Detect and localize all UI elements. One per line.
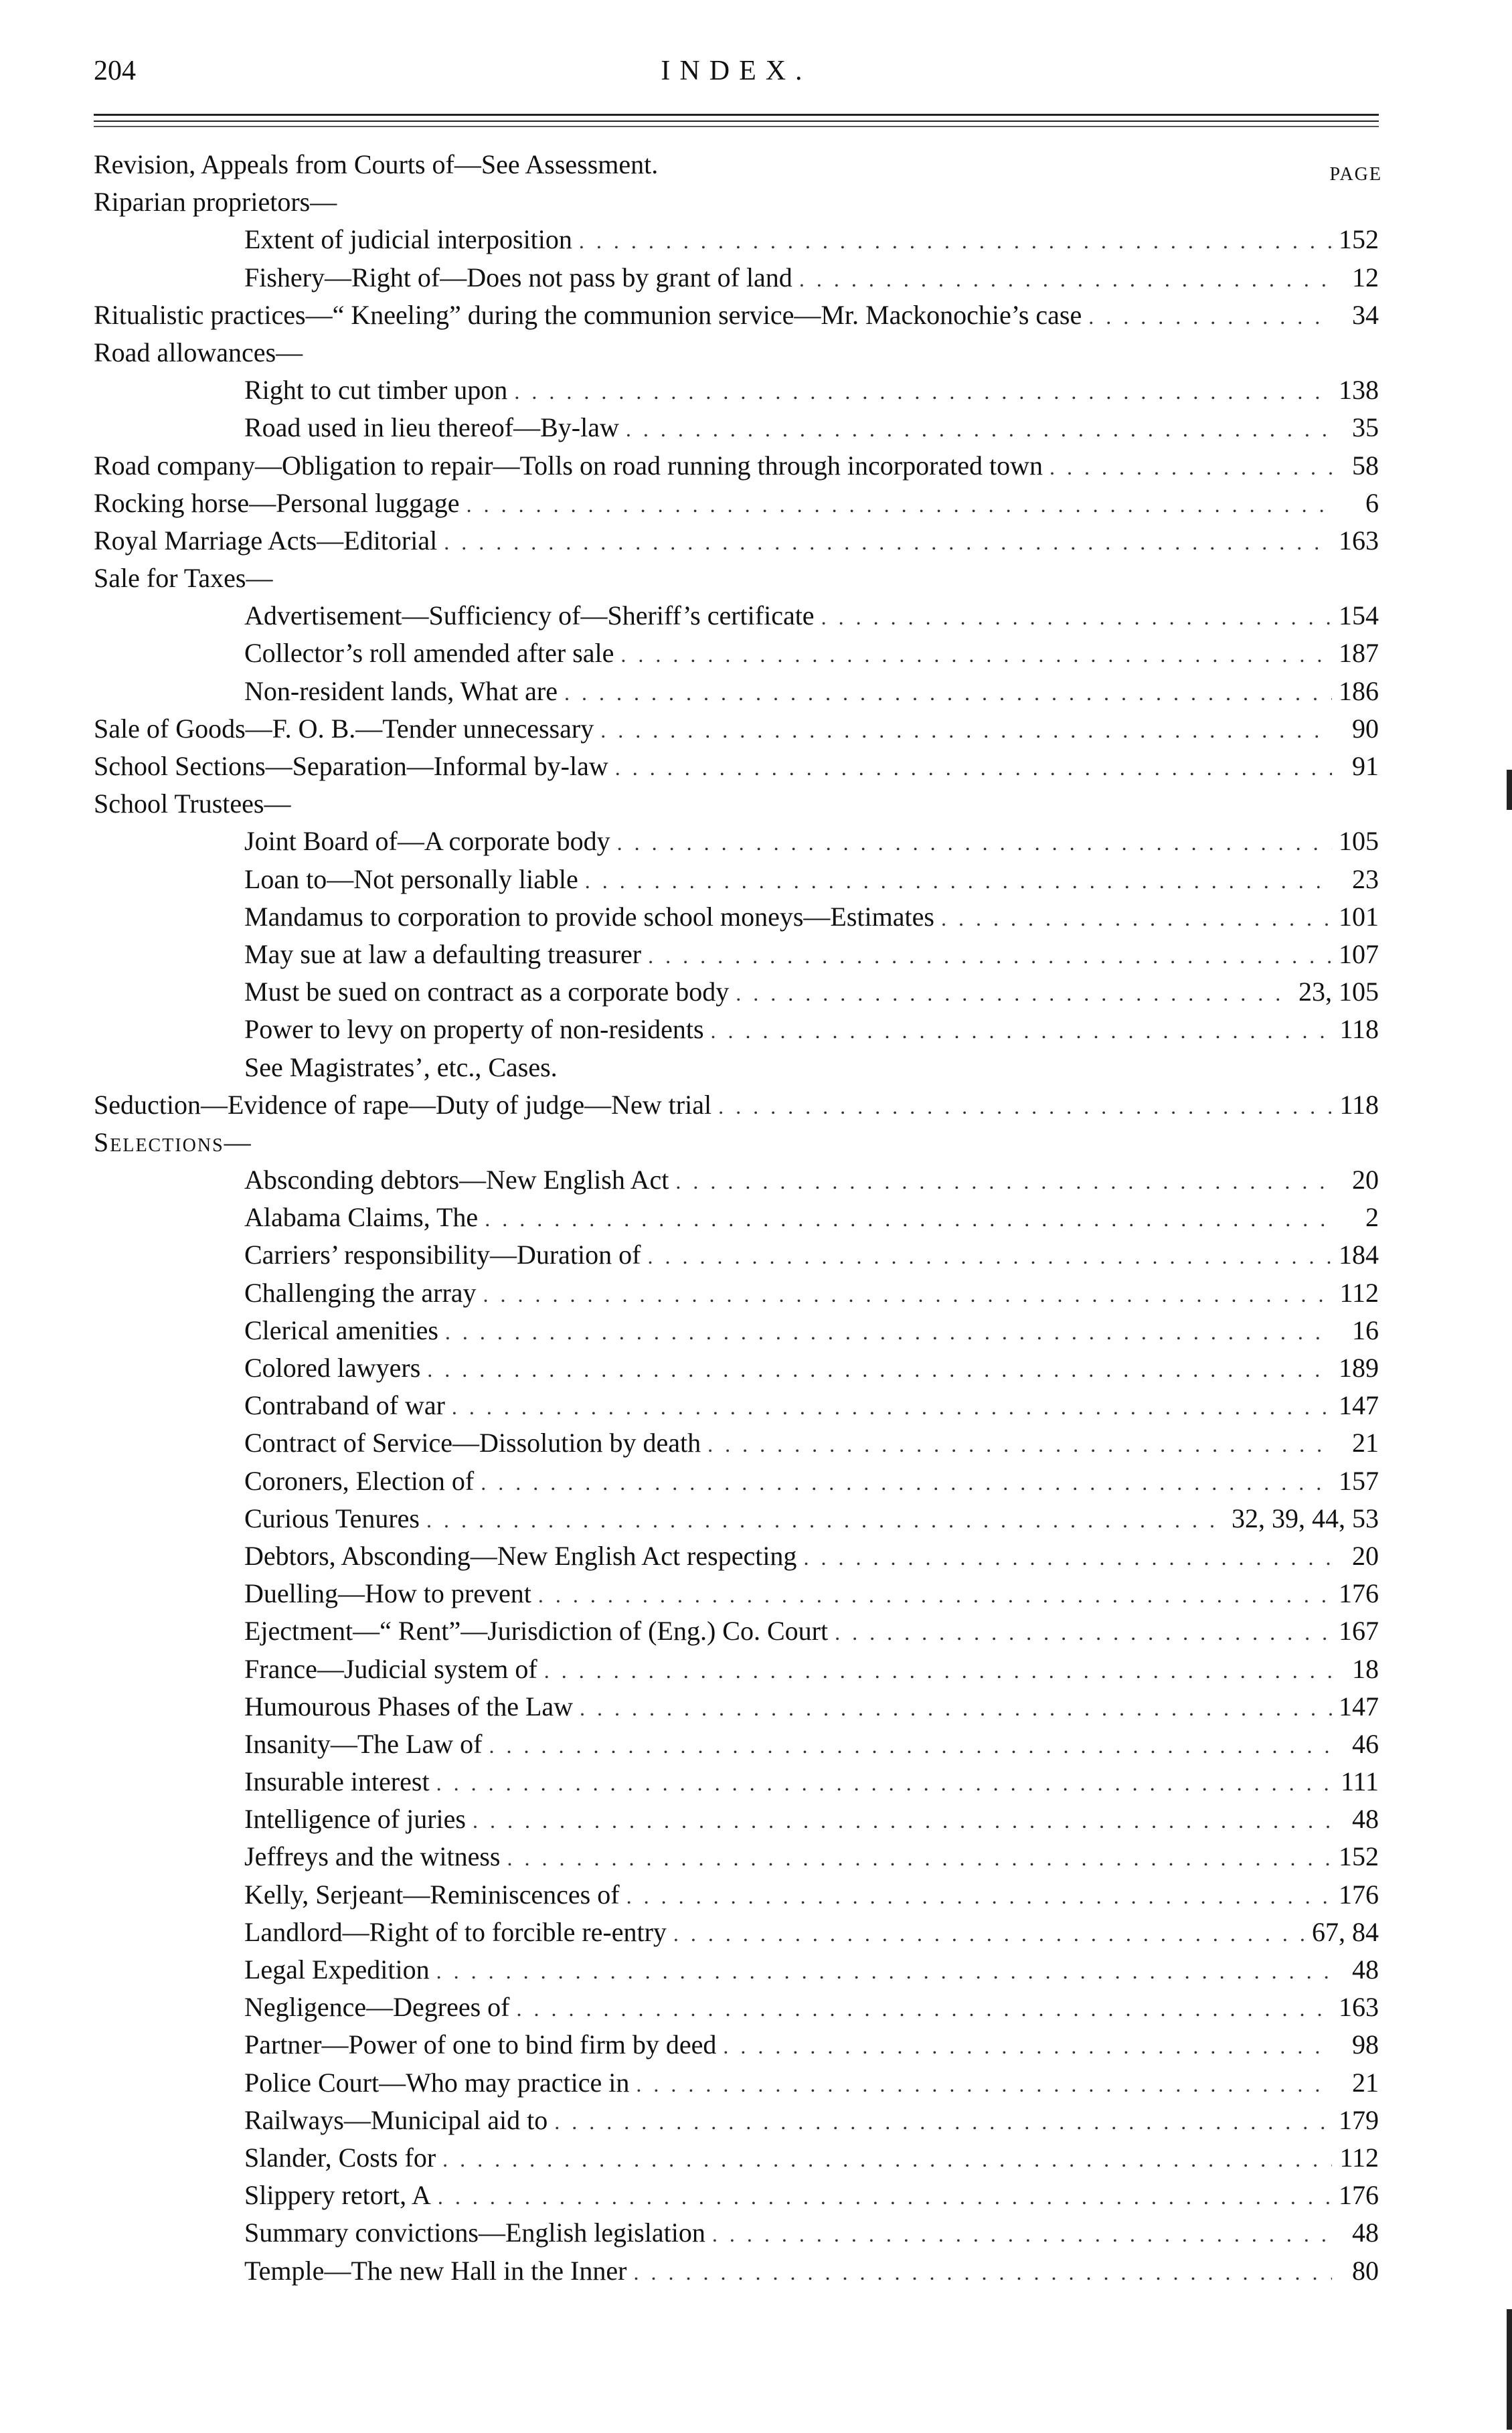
- index-entry: [94, 861, 1379, 898]
- entry-text: May sue at law a defaulting treasurer: [244, 938, 642, 969]
- dot-leader: [544, 1652, 1332, 1689]
- index-entry: [94, 522, 1379, 560]
- header-rule: [94, 114, 1379, 116]
- dot-leader: [580, 1689, 1332, 1727]
- entry-page: 138: [1339, 375, 1379, 406]
- entry-page: 18: [1352, 1653, 1379, 1684]
- entry-page: 91: [1352, 751, 1379, 781]
- entry-text: Debtors, Absconding—New English Act respecting: [244, 1540, 797, 1571]
- index-entry: [94, 371, 1379, 409]
- index-entry: [94, 1274, 1379, 1312]
- entry-page: 118: [1339, 1014, 1379, 1045]
- dot-leader: [489, 1727, 1332, 1764]
- entry-page: 152: [1339, 224, 1379, 255]
- entry-page: 154: [1339, 600, 1379, 631]
- index-entry: [94, 1575, 1379, 1612]
- index-entry: [94, 447, 1379, 485]
- entry-page: 187: [1339, 638, 1379, 669]
- entry-text: Power to levy on property of non-residents: [244, 1014, 704, 1045]
- index-entry: [94, 2214, 1379, 2252]
- scan-edge-mark: [1507, 2309, 1512, 2430]
- entry-page: 20: [1352, 1540, 1379, 1571]
- dot-leader: [723, 2027, 1332, 2065]
- index-entry: [94, 146, 1379, 183]
- entry-page: 46: [1352, 1728, 1379, 1759]
- entry-text: Collector’s roll amended after sale: [244, 638, 614, 669]
- index-entry: [94, 748, 1379, 785]
- index-entry: [94, 597, 1379, 635]
- entry-page: 58: [1352, 450, 1379, 481]
- entry-text: France—Judicial system of: [244, 1653, 537, 1684]
- index-entry: [94, 710, 1379, 748]
- entry-text: Challenging the array: [244, 1277, 477, 1308]
- entry-text: Road allowances—: [94, 337, 303, 367]
- dot-leader: [452, 1388, 1332, 1426]
- index-entry: [94, 1199, 1379, 1236]
- entry-page: 80: [1352, 2255, 1379, 2286]
- index-entry: [94, 1951, 1379, 1989]
- index-entry: [94, 785, 1379, 823]
- scan-edge-mark: [1507, 770, 1512, 810]
- dot-leader: [438, 2178, 1332, 2215]
- entry-text: Humourous Phases of the Law: [244, 1691, 574, 1722]
- dot-leader: [442, 2141, 1332, 2178]
- entry-text: School Sections—Separation—Informal by-law: [94, 751, 608, 781]
- index-entry: [94, 1236, 1379, 1274]
- index-entry: [94, 973, 1379, 1011]
- dot-leader: [564, 674, 1332, 711]
- index-entry: [94, 1086, 1379, 1124]
- index-entry: [94, 297, 1379, 334]
- index-entry: [94, 2139, 1379, 2177]
- entry-text: Kelly, Serjeant—Reminiscences of: [244, 1879, 620, 1910]
- dot-leader: [736, 975, 1292, 1012]
- running-title: INDEX.: [661, 56, 812, 86]
- index-entry: [94, 936, 1379, 973]
- entry-page: 23: [1352, 863, 1379, 894]
- dot-leader: [483, 1276, 1332, 1313]
- index-entry: [94, 259, 1379, 297]
- dot-leader: [1088, 298, 1332, 335]
- entry-text: Seduction—Evidence of rape—Duty of judge—New trial: [94, 1089, 712, 1120]
- entry-text: Must be sued on contract as a corporate body: [244, 977, 730, 1007]
- dot-leader: [436, 1952, 1332, 1990]
- dot-leader: [620, 636, 1332, 673]
- index-entry: [94, 1651, 1379, 1688]
- entry-text: Road company—Obligation to repair—Tolls on road running through incorporated town: [94, 450, 1043, 481]
- entry-page: 157: [1339, 1465, 1379, 1496]
- entry-text: School Trustees—: [94, 788, 291, 819]
- entry-text: Coroners, Election of: [244, 1465, 475, 1496]
- entry-page: 176: [1339, 2180, 1379, 2211]
- index-entry: [94, 2252, 1379, 2290]
- entry-page: 98: [1352, 2029, 1379, 2060]
- entry-text: Contraband of war: [244, 1390, 445, 1421]
- dot-leader: [600, 711, 1332, 749]
- entry-text: Ritualistic practices—“ Kneeling” during the communion service—Mr. Mackonochie’s case: [94, 299, 1082, 330]
- entry-page: 167: [1339, 1616, 1379, 1647]
- dot-leader: [485, 1200, 1332, 1238]
- dot-leader: [538, 1576, 1332, 1614]
- entry-page: 35: [1352, 412, 1379, 443]
- dot-leader: [445, 1313, 1332, 1351]
- entry-text: Carriers’ responsibility—Duration of: [244, 1240, 641, 1270]
- entry-page: 32, 39, 44, 53: [1232, 1503, 1379, 1533]
- entry-text: Legal Expedition: [244, 1954, 430, 1985]
- entry-text: Slippery retort, A: [244, 2180, 431, 2211]
- entry-text: Duelling—How to prevent: [244, 1578, 531, 1609]
- dot-leader: [615, 749, 1332, 786]
- page-column-label: PAGE: [1329, 164, 1382, 185]
- entry-page: 118: [1339, 1089, 1379, 1120]
- dot-leader: [711, 1012, 1332, 1050]
- entry-text: Contract of Service—Dissolution by death: [244, 1428, 701, 1458]
- entry-text: Sale for Taxes—: [94, 563, 273, 594]
- index-entry: [94, 2026, 1379, 2064]
- entry-page: 189: [1339, 1353, 1379, 1383]
- entry-text: Non-resident lands, What are: [244, 675, 558, 706]
- entry-page: 163: [1339, 1992, 1379, 2023]
- entry-text: Right to cut timber upon: [244, 375, 508, 406]
- index-entry: [94, 1049, 1379, 1086]
- dot-leader: [585, 862, 1332, 900]
- dot-leader: [444, 523, 1332, 561]
- page-number: 204: [94, 56, 136, 86]
- entry-text: Ejectment—“ Rent”—Jurisdiction of (Eng.) Co. Court: [244, 1616, 829, 1647]
- entry-page: 6: [1365, 487, 1379, 518]
- index-entry: [94, 485, 1379, 522]
- dot-leader: [617, 824, 1332, 861]
- entry-text: Insurable interest: [244, 1766, 430, 1797]
- index-entry: [94, 1914, 1379, 1951]
- entry-page: 179: [1339, 2104, 1379, 2135]
- index-entry: [94, 1763, 1379, 1800]
- index-entry: [94, 1838, 1379, 1875]
- index-entry: [94, 560, 1379, 597]
- entry-text: Royal Marriage Acts—Editorial: [94, 525, 438, 556]
- entry-text: Mandamus to corporation to provide school moneys—Estimates: [244, 901, 934, 932]
- entry-page: 12: [1352, 262, 1379, 292]
- index-entry: [94, 898, 1379, 936]
- entry-text: See Magistrates’, etc., Cases.: [244, 1052, 558, 1082]
- entry-page: 23, 105: [1298, 977, 1379, 1007]
- index-entry: [94, 1612, 1379, 1650]
- dot-leader: [436, 1764, 1332, 1802]
- entry-page: 48: [1352, 2217, 1379, 2248]
- dot-leader: [648, 937, 1332, 975]
- index-entry: [94, 1500, 1379, 1537]
- entry-text: Sale of Goods—F. O. B.—Tender unnecessary: [94, 713, 594, 744]
- entry-page: 21: [1352, 1428, 1379, 1458]
- dot-leader: [941, 900, 1332, 937]
- header-rule: [94, 126, 1379, 127]
- dot-leader: [516, 1990, 1332, 2027]
- entry-page: 184: [1339, 1240, 1379, 1270]
- index-entry: [94, 334, 1379, 371]
- entry-text: Intelligence of juries: [244, 1804, 466, 1835]
- entry-text: Selections—: [94, 1126, 252, 1157]
- entry-text: Insanity—The Law of: [244, 1728, 483, 1759]
- index-entry: [94, 1124, 1379, 1161]
- dot-leader: [821, 598, 1332, 636]
- entry-page: 112: [1339, 1277, 1379, 1308]
- dot-leader: [579, 222, 1332, 260]
- entry-text: Revision, Appeals from Courts of—See Assessment.: [94, 149, 659, 179]
- entry-text: Police Court—Who may practice in: [244, 2067, 630, 2098]
- entry-page: 101: [1339, 901, 1379, 932]
- entry-page: 147: [1339, 1691, 1379, 1722]
- dot-leader: [554, 2103, 1332, 2141]
- entry-page: 48: [1352, 1804, 1379, 1835]
- entry-text: Advertisement—Sufficiency of—Sheriff’s certificate: [244, 600, 815, 631]
- entry-text: Joint Board of—A corporate body: [244, 826, 610, 857]
- entry-page: 152: [1339, 1841, 1379, 1872]
- index-entry: [94, 221, 1379, 258]
- entry-page: 105: [1339, 826, 1379, 857]
- index-entry: [94, 183, 1379, 221]
- entry-text: Absconding debtors—New English Act: [244, 1165, 669, 1195]
- entry-text: Partner—Power of one to bind firm by deed: [244, 2029, 717, 2060]
- index-entry: [94, 1011, 1379, 1048]
- dot-leader: [481, 1464, 1332, 1501]
- index-entry: [94, 2177, 1379, 2214]
- entry-page: 163: [1339, 525, 1379, 556]
- entry-text: Extent of judicial interposition: [244, 224, 572, 255]
- entry-text: Summary convictions—English legislation: [244, 2217, 705, 2248]
- index-entry: [94, 1726, 1379, 1763]
- entry-text: Clerical amenities: [244, 1315, 438, 1345]
- index-entry: [94, 1387, 1379, 1424]
- dot-leader: [712, 2215, 1332, 2253]
- entry-page: 176: [1339, 1879, 1379, 1910]
- dot-leader: [835, 1614, 1332, 1651]
- index-entry: [94, 1349, 1379, 1387]
- index-entry: [94, 1876, 1379, 1914]
- dot-leader: [1049, 448, 1332, 486]
- index-entry: [94, 1462, 1379, 1500]
- entry-text: Fishery—Right of—Does not pass by grant of land: [244, 262, 792, 292]
- dot-leader: [799, 260, 1332, 298]
- entry-text: Alabama Claims, The: [244, 1202, 479, 1233]
- entry-text: Temple—The new Hall in the Inner: [244, 2255, 627, 2286]
- entry-page: 112: [1339, 2142, 1379, 2173]
- entry-text: Loan to—Not personally liable: [244, 863, 578, 894]
- entry-page: 2: [1365, 1202, 1379, 1233]
- entry-text: Riparian proprietors—: [94, 187, 337, 218]
- index-entry: [94, 673, 1379, 710]
- entry-page: 111: [1340, 1766, 1379, 1797]
- entry-text: Negligence—Degrees of: [244, 1992, 510, 2023]
- entry-page: 67, 84: [1312, 1916, 1379, 1947]
- entry-text: Rocking horse—Personal luggage: [94, 487, 460, 518]
- dot-leader: [636, 2066, 1332, 2103]
- index-entry: [94, 1312, 1379, 1349]
- entry-page: 147: [1339, 1390, 1379, 1421]
- entry-page: 20: [1352, 1165, 1379, 1195]
- dot-leader: [633, 2254, 1332, 2291]
- index-entry: [94, 1537, 1379, 1575]
- index-entry: [94, 2064, 1379, 2102]
- dot-leader: [427, 1351, 1332, 1388]
- index-entry: [94, 1424, 1379, 1462]
- dot-leader: [675, 1163, 1332, 1200]
- entry-page: 186: [1339, 675, 1379, 706]
- index-entry: [94, 823, 1379, 860]
- header-rule: [94, 120, 1379, 122]
- entry-page: 16: [1352, 1315, 1379, 1345]
- entry-text: Road used in lieu thereof—By-law: [244, 412, 619, 443]
- entry-page: 107: [1339, 938, 1379, 969]
- entry-text: Railways—Municipal aid to: [244, 2104, 548, 2135]
- index-entry: [94, 1989, 1379, 2026]
- dot-leader: [673, 1915, 1305, 1952]
- entry-page: 176: [1339, 1578, 1379, 1609]
- dot-leader: [467, 486, 1332, 523]
- entry-text: Jeffreys and the witness: [244, 1841, 501, 1872]
- index-entry: [94, 635, 1379, 672]
- entry-page: 48: [1352, 1954, 1379, 1985]
- dot-leader: [626, 410, 1332, 448]
- dot-leader: [707, 1426, 1332, 1463]
- dot-leader: [718, 1088, 1332, 1125]
- index-entry: [94, 1800, 1379, 1838]
- dot-leader: [647, 1238, 1332, 1275]
- entry-text: Colored lawyers: [244, 1353, 421, 1383]
- entry-text: Landlord—Right of to forcible re-entry: [244, 1916, 667, 1947]
- dot-leader: [803, 1539, 1332, 1576]
- dot-leader: [514, 373, 1332, 410]
- page-header: [94, 55, 1379, 108]
- index-entries: [94, 146, 1379, 2290]
- dot-leader: [473, 1802, 1332, 1839]
- dot-leader: [507, 1839, 1333, 1877]
- entry-page: 90: [1352, 713, 1379, 744]
- index-entry: [94, 409, 1379, 446]
- entry-page: 34: [1352, 299, 1379, 330]
- dot-leader: [626, 1877, 1332, 1915]
- entry-text: Curious Tenures: [244, 1503, 420, 1533]
- index-entry: [94, 2102, 1379, 2139]
- index-entry: [94, 1688, 1379, 1726]
- entry-page: 21: [1352, 2067, 1379, 2098]
- index-entry: [94, 1161, 1379, 1199]
- entry-text: Slander, Costs for: [244, 2142, 436, 2173]
- dot-leader: [426, 1501, 1225, 1539]
